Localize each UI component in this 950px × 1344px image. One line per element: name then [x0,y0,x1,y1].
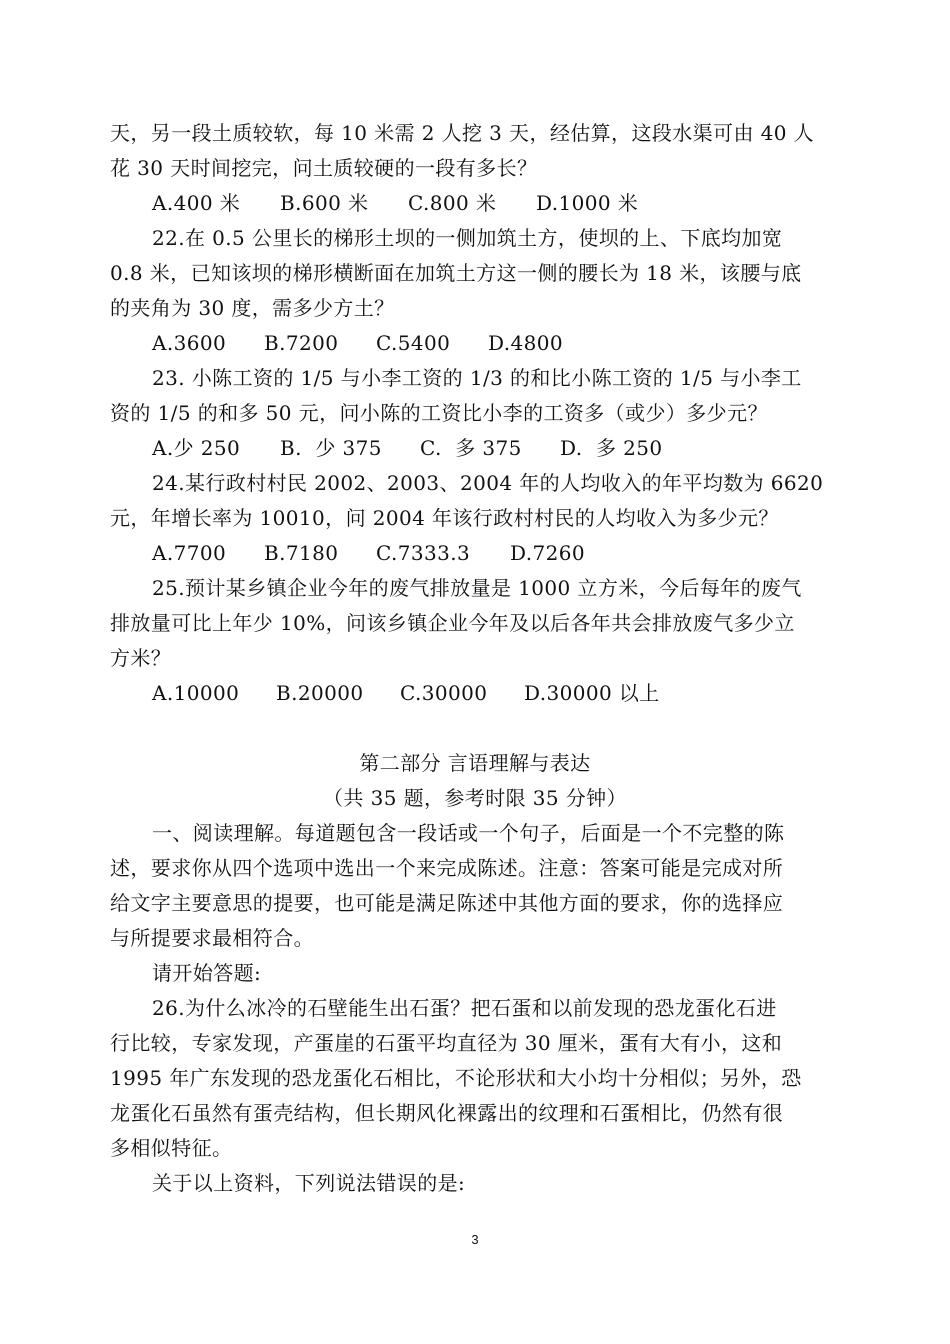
q23-text-line-2: 资的 1/5 的和多 50 元，问小陈的工资比小李的工资多（或少）多少元？ [110,401,768,425]
q23-option-d: D. 多 250 [560,436,663,460]
q24-option-c: C.7333.3 [376,541,471,565]
q26-text-line-3: 1995 年广东发现的恐龙蛋化石相比，不论形状和大小均十分相似；另外，恐 [110,1066,802,1090]
q25-text-line-2: 排放量可比上年少 10%，问该乡镇企业今年及以后各年共会排放废气多少立 [110,611,795,635]
instructions-line-2: 述，要求你从四个选项中选出一个来完成陈述。注意：答案可能是完成对所 [110,856,784,880]
q21-option-d: D.1000 米 [536,191,639,215]
instructions-line-4: 与所提要求最相符合。 [110,926,314,950]
page-number: 3 [471,1232,479,1247]
q21-option-b: B.600 米 [280,191,369,215]
q22-option-a: A.3600 [152,331,227,355]
q26-text-line-1: 26.为什么冰冷的石壁能生出石蛋？把石蛋和以前发现的恐龙蛋化石进 [152,996,777,1020]
q23-option-b: B. 少 375 [280,436,382,460]
section-subtitle: （共 35 题，参考时限 35 分钟） [323,786,627,810]
q24-text-line-2: 元，年增长率为 10010，问 2004 年该行政村村民的人均收入为多少元？ [110,506,779,530]
section-title: 第二部分 言语理解与表达 [359,751,591,775]
q25-option-c: C.30000 [400,681,488,705]
q25-text-line-3: 方米？ [110,646,172,670]
q23-option-c: C. 多 375 [420,436,522,460]
q22-options [152,328,563,358]
q23-option-a: A.少 250 [152,436,241,460]
start-prompt: 请开始答题: [152,961,262,985]
q22-text-line-1: 22.在 0.5 公里长的梯形土坝的一侧加筑土方，使坝的上、下底均加宽 [152,226,783,250]
q24-option-d: D.7260 [510,541,585,565]
q21-text-line-1: 天，另一段土质较软，每 10 米需 2 人挖 3 天，经估算，这段水渠可由 40 人 [110,121,815,145]
q22-option-c: C.5400 [376,331,451,355]
q24-options [152,538,585,568]
instructions-line-1: 一、阅读理解。每道题包含一段话或一个句子，后面是一个不完整的陈 [152,821,785,845]
q22-text-line-3: 的夹角为 30 度，需多少方土？ [110,296,395,320]
q25-option-a: A.10000 [152,681,240,705]
q26-text-line-2: 行比较，专家发现，产蛋崖的石蛋平均直径为 30 厘米，蛋有大有小，这和 [110,1031,783,1055]
q23-options [152,433,663,463]
q21-text-line-2: 花 30 天时间挖完，问土质较硬的一段有多长？ [110,156,538,180]
instructions-line-3: 给文字主要意思的提要，也可能是满足陈述中其他方面的要求，你的选择应 [110,891,784,915]
q22-option-d: D.4800 [488,331,563,355]
q23-text-line-1: 23. 小陈工资的 1/5 与小李工资的 1/3 的和比小陈工资的 1/5 与小李工 [152,366,802,390]
q26-text-line-5: 多相似特征。 [110,1136,233,1160]
q24-text-line-1: 24.某行政村村民 2002、2003、2004 年的人均收入的年平均数为 6620 [152,471,824,495]
q26-text-line-4: 龙蛋化石虽然有蛋壳结构，但长期风化裸露出的纹理和石蛋相比，仍然有很 [110,1101,784,1125]
q22-text-line-2: 0.8 米，已知该坝的梯形横断面在加筑土方这一侧的腰长为 18 米，该腰与底 [110,261,802,285]
q25-text-line-1: 25.预计某乡镇企业今年的废气排放量是 1000 立方米，今后每年的废气 [152,576,802,600]
q24-option-b: B.7180 [264,541,339,565]
q24-option-a: A.7700 [152,541,227,565]
q21-option-a: A.400 米 [152,191,241,215]
q21-option-c: C.800 米 [408,191,497,215]
q25-options [152,678,660,708]
q25-option-b: B.20000 [276,681,364,705]
q21-options [152,188,638,218]
q22-option-b: B.7200 [264,331,339,355]
q25-option-d: D.30000 以上 [524,681,660,705]
q26-question: 关于以上资料，下列说法错误的是: [152,1171,466,1195]
